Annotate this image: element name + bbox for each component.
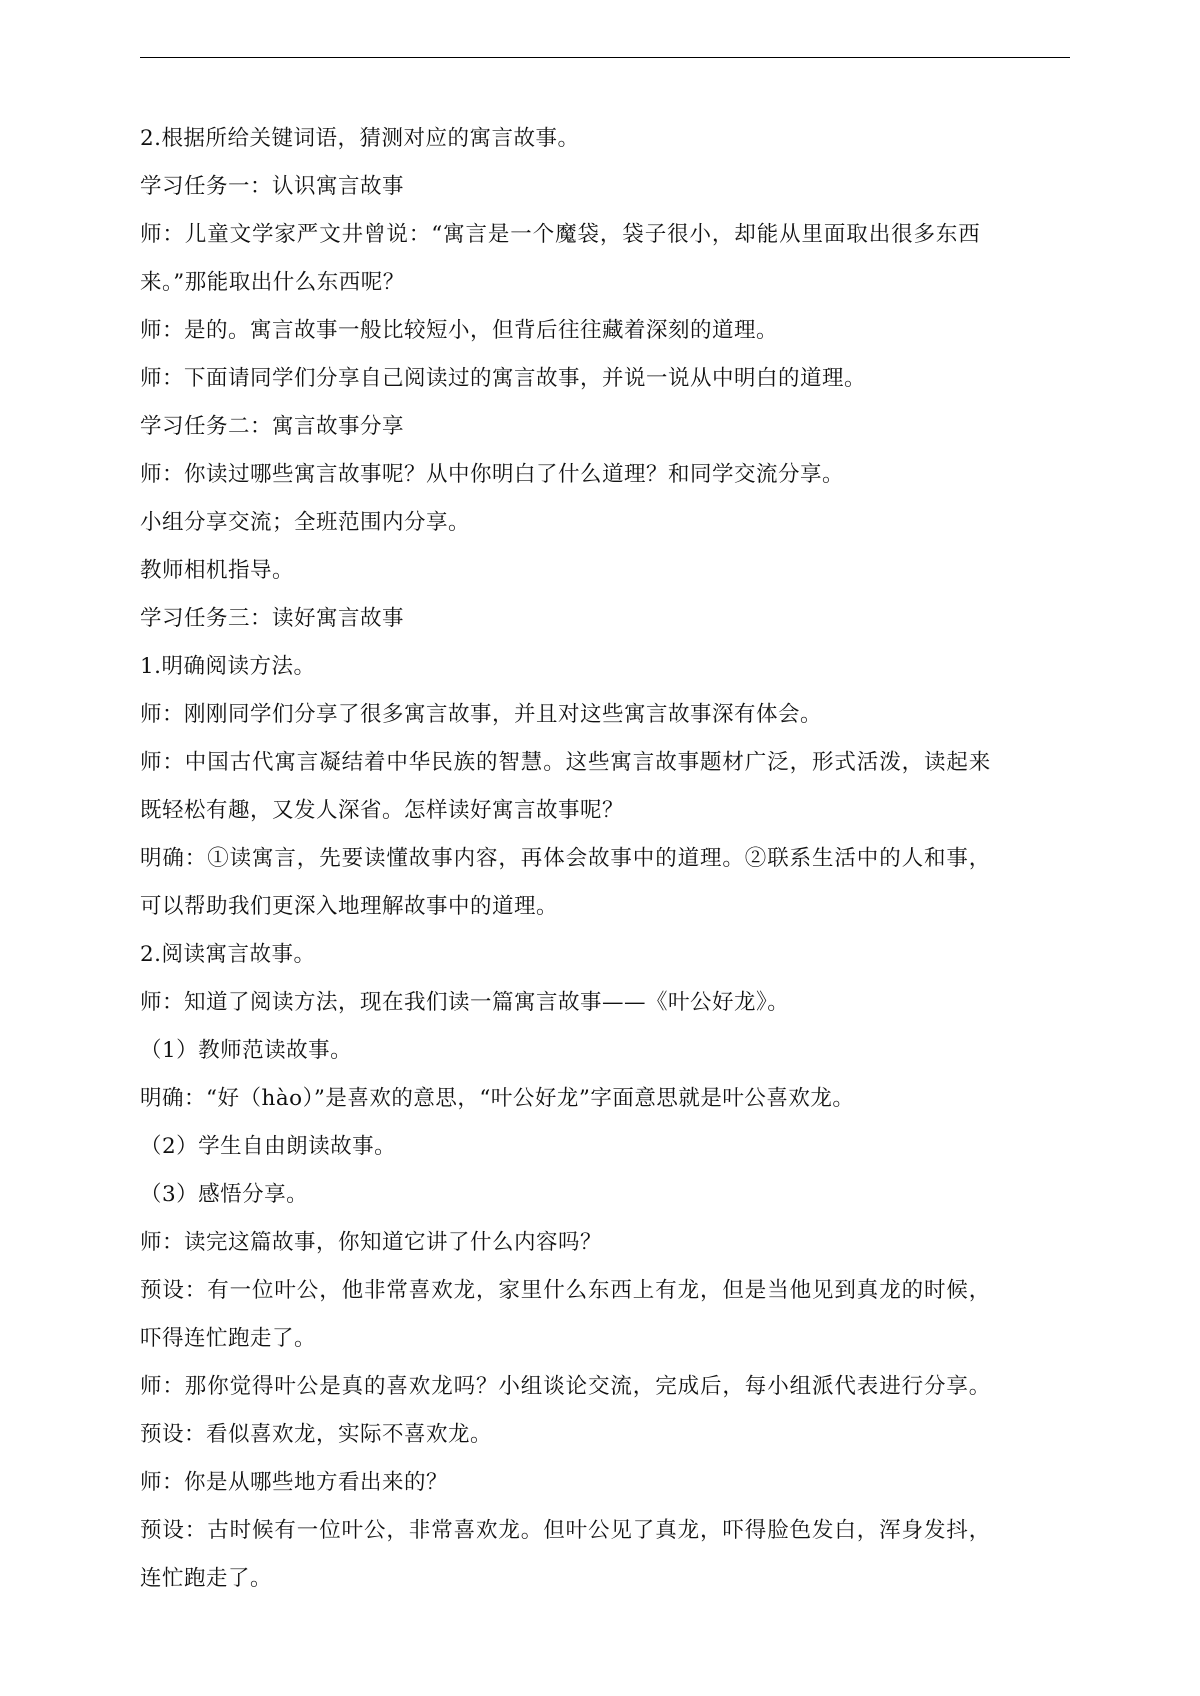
- header-rule: [140, 57, 1070, 58]
- text-line: 师：下面请同学们分享自己阅读过的寓言故事，并说一说从中明白的道理。: [140, 366, 867, 391]
- text-line: 教师相机指导。: [140, 558, 295, 583]
- text-line: 既轻松有趣，又发人深省。怎样读好寓言故事呢？: [140, 798, 625, 823]
- section-heading: 学习任务一：认识寓言故事: [140, 174, 405, 199]
- text-line: 师：那你觉得叶公是真的喜欢龙吗？小组谈论交流，完成后，每小组派代表进行分享。: [140, 1374, 992, 1399]
- text-line: 师：是的。寓言故事一般比较短小，但背后往往藏着深刻的道理。: [140, 318, 779, 343]
- text-line: 师：你读过哪些寓言故事呢？从中你明白了什么道理？和同学交流分享。: [140, 462, 845, 487]
- document-body: [140, 122, 1070, 1610]
- text-line: （2）学生自由朗读故事。: [140, 1134, 397, 1159]
- text-line: 2.阅读寓言故事。: [140, 942, 316, 967]
- text-line: 师：中国古代寓言凝结着中华民族的智慧。这些寓言故事题材广泛，形式活泼，读起来: [140, 750, 992, 775]
- text-line: 师：刚刚同学们分享了很多寓言故事，并且对这些寓言故事深有体会。: [140, 702, 823, 727]
- text-line: 预设：看似喜欢龙，实际不喜欢龙。: [140, 1422, 493, 1447]
- text-line: 师：你是从哪些地方看出来的？: [140, 1470, 449, 1495]
- text-line: 师：儿童文学家严文井曾说：“寓言是一个魔袋，袋子很小，却能从里面取出很多东西: [140, 222, 981, 247]
- text-line: 预设：有一位叶公，他非常喜欢龙，家里什么东西上有龙，但是当他见到真龙的时候，: [140, 1278, 992, 1303]
- text-line: 连忙跑走了。: [140, 1566, 273, 1591]
- text-line: 明确：①读寓言，先要读懂故事内容，再体会故事中的道理。②联系生活中的人和事，: [140, 846, 992, 871]
- text-line: 明确：“好（hào）”是喜欢的意思，“叶公好龙”字面意思就是叶公喜欢龙。: [140, 1086, 855, 1111]
- text-line: 小组分享交流；全班范围内分享。: [140, 510, 471, 535]
- text-line: 师：知道了阅读方法，现在我们读一篇寓言故事——《叶公好龙》。: [140, 990, 790, 1015]
- text-line: （3）感悟分享。: [140, 1182, 309, 1207]
- text-line: 2.根据所给关键词语，猜测对应的寓言故事。: [140, 126, 580, 151]
- text-line: 来。”那能取出什么东西呢？: [140, 270, 405, 295]
- section-heading: 学习任务三：读好寓言故事: [140, 606, 405, 631]
- text-line: 1.明确阅读方法。: [140, 654, 316, 679]
- text-line: （1）教师范读故事。: [140, 1038, 353, 1063]
- section-heading: 学习任务二：寓言故事分享: [140, 414, 405, 439]
- text-line: 吓得连忙跑走了。: [140, 1326, 317, 1351]
- text-line: 预设：古时候有一位叶公，非常喜欢龙。但叶公见了真龙，吓得脸色发白，浑身发抖，: [140, 1518, 992, 1543]
- text-line: 可以帮助我们更深入地理解故事中的道理。: [140, 894, 559, 919]
- text-line: 师：读完这篇故事，你知道它讲了什么内容吗？: [140, 1230, 603, 1255]
